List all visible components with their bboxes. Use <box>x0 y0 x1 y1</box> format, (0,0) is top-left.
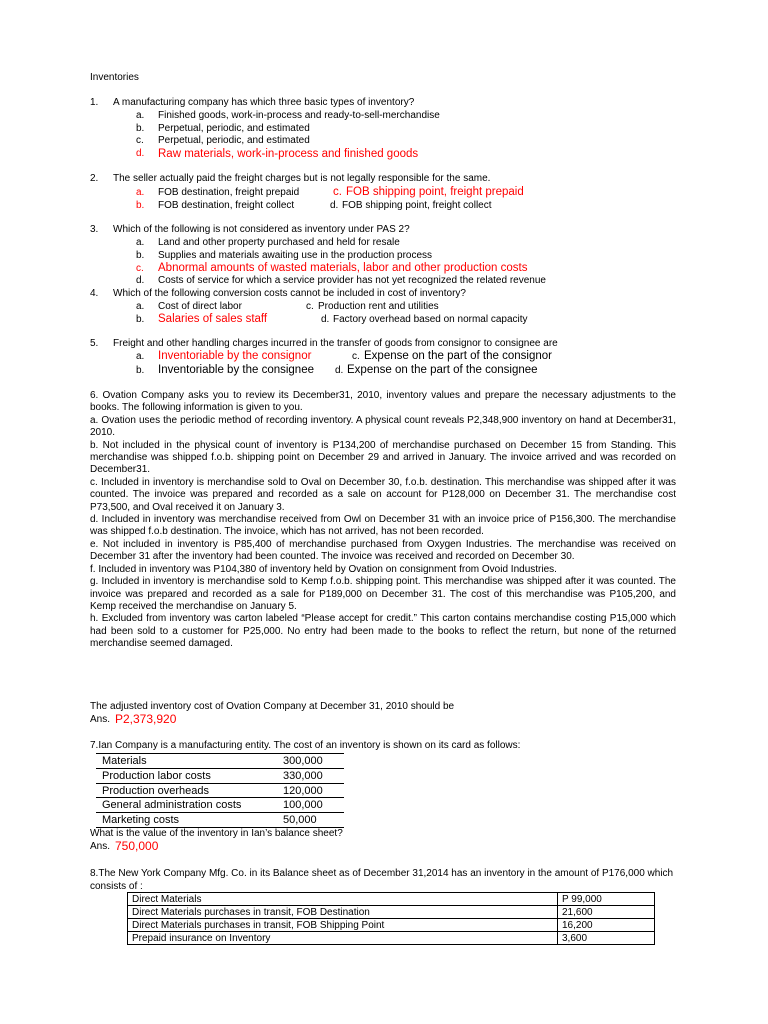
question-text: Freight and other handling charges incurred in the transfer of goods from consignor to consignee are <box>113 338 558 349</box>
amount-cell: 120,000 <box>283 784 323 797</box>
amount-cell: 100,000 <box>283 799 323 812</box>
table-row <box>96 753 344 768</box>
question-number: 3. <box>90 224 99 235</box>
option-letter-d: d. <box>321 314 330 325</box>
option-text-b: Perpetual, periodic, and estimated <box>158 123 310 134</box>
question-number: 1. <box>90 97 99 108</box>
cost-card-table <box>96 753 344 828</box>
item-cell: Marketing costs <box>102 814 180 827</box>
item-cell: Direct Materials <box>128 893 558 906</box>
option-text-d: Expense on the part of the consignee <box>347 364 538 376</box>
option-text-b: Inventoriable by the consignee <box>158 364 314 376</box>
option-letter-a: a. <box>136 237 145 248</box>
table-row <box>128 919 655 932</box>
option-letter-a: a. <box>136 110 145 121</box>
option-text-c: Expense on the part of the consignor <box>364 350 552 362</box>
table-row <box>96 783 344 798</box>
option-text-c: Production rent and utilities <box>318 301 439 312</box>
answer-option-a: Inventoriable by the consignor <box>158 350 312 362</box>
answer-value: P2,373,920 <box>115 712 177 726</box>
question-6-prompt: The adjusted inventory cost of Ovation Company at December 31, 2010 should be <box>90 701 455 712</box>
question-text: Which of the following conversion costs cannot be included in cost of inventory? <box>113 288 466 299</box>
item-cell: Materials <box>102 755 147 767</box>
option-text-c: Perpetual, periodic, and estimated <box>158 135 310 146</box>
item-cell: Prepaid insurance on Inventory <box>128 932 558 945</box>
question-number: 4. <box>90 288 99 299</box>
option-letter-d: d. <box>330 200 339 211</box>
amount-cell: 3,600 <box>558 932 655 945</box>
table-row <box>96 768 344 783</box>
item-cell: Direct Materials purchases in transit, FOB Destination <box>128 906 558 919</box>
table-row <box>96 812 344 828</box>
amount-cell: 300,000 <box>283 755 323 767</box>
amount-cell: P 99,000 <box>558 893 655 906</box>
question-text: The seller actually paid the freight charges but is not legally responsible for the same. <box>113 173 491 184</box>
option-letter-c: c. <box>136 135 144 146</box>
amount-cell: 16,200 <box>558 919 655 932</box>
answer-option-d: Raw materials, work-in-process and finished goods <box>158 148 419 160</box>
option-letter-b: b. <box>136 250 145 261</box>
option-letter-b: b. <box>136 365 145 376</box>
answer-label: Ans. <box>90 841 111 852</box>
question-text: 7.Ian Company is a manufacturing entity. The cost of an inventory is shown on its card as follows: <box>90 740 521 751</box>
question-text: Which of the following is not considered as inventory under PAS 2? <box>113 224 410 235</box>
option-letter-c: c. <box>352 351 360 362</box>
option-letter-a: a. <box>136 351 145 362</box>
option-letter-c: c. <box>306 301 314 312</box>
answer-option-c: FOB shipping point, freight prepaid <box>346 186 524 198</box>
option-letter-d: d. <box>335 365 344 376</box>
option-letter-b: b. <box>136 200 145 211</box>
option-letter-a: a. <box>136 301 145 312</box>
item-cell: Production overheads <box>102 784 210 797</box>
item-cell: Production labor costs <box>102 769 211 782</box>
case-item-d: d. Included in inventory was merchandise received from Owl on December 31 with an invoice price of P156,300. The merchandise was shipped f.o.b destination. The invoice, which has not arrived, has not been recorded. <box>90 514 676 538</box>
option-letter-d: d. <box>136 275 145 286</box>
answer-value: 750,000 <box>115 839 159 853</box>
option-text-a: FOB destination, freight prepaid <box>158 187 300 198</box>
option-letter-d: d. <box>136 148 145 159</box>
question-number: 5. <box>90 338 99 349</box>
option-text-a: Land and other property purchased and held for resale <box>158 237 400 248</box>
amount-cell: 50,000 <box>283 814 317 827</box>
option-text-d: Factory overhead based on normal capacity <box>333 314 528 325</box>
case-item-e: e. Not included in inventory is P85,400 of merchandise purchased from Oxygen Industries. The merchandise was received on December 31 after the inventory had been counted. The invoice was received and recorded on December 30. <box>90 538 676 563</box>
question-text: 8.The New York Company Mfg. Co. in its Balance sheet as of December 31,2014 has an inventory in the amount of P176,000 which consists of : <box>90 868 674 892</box>
item-cell: Direct Materials purchases in transit, FOB Shipping Point <box>128 919 558 932</box>
case-item-g: g. Included in inventory is merchandise sold to Kemp f.o.b. shipping point. This merchandise was shipped after it was counted. The invoice was prepared and recorded as a sale for P189,000 on December 31. The cost of this merchandise was P105,200, and Kemp received the merchandise on January 5. <box>90 576 676 612</box>
item-cell: General administration costs <box>102 799 242 812</box>
option-text-a: Finished goods, work-in-process and ready-to-sell-merchandise <box>158 110 440 121</box>
amount-cell: 21,600 <box>558 906 655 919</box>
answer-option-c: Abnormal amounts of wasted materials, labor and other production costs <box>158 262 528 274</box>
option-text-b: FOB destination, freight collect <box>158 200 295 211</box>
option-letter-b: b. <box>136 123 145 134</box>
option-text-d: Costs of service for which a service provider has not yet recognized the related revenue <box>158 275 546 286</box>
case-item-h: h. Excluded from inventory was carton labeled “Please accept for credit.” This carton contains merchandise costing P15,000 which had been sold to a customer for P25,000. No entry had been made to the books to reflect the return, but none of the returned merchandise seemed damaged. <box>90 613 676 650</box>
option-letter-c: c. <box>136 263 144 274</box>
option-text-a: Cost of direct labor <box>158 301 242 312</box>
question-text: A manufacturing company has which three basic types of inventory? <box>113 97 415 108</box>
table-row <box>128 906 655 919</box>
question-6-intro: 6. Ovation Company asks you to review its December31, 2010, inventory values and prepare the necessary adjustments to the books. The following information is given to you. <box>90 390 676 414</box>
page-title: Inventories <box>90 72 139 83</box>
option-letter-a: a. <box>136 187 145 198</box>
case-item-f: f. Included in inventory was P104,380 of inventory held by Ovation on consignment from Ovoid Industries. <box>90 563 557 575</box>
question-number: 2. <box>90 173 99 184</box>
table-row <box>128 932 655 945</box>
case-item-b: b. Not included in the physical count of inventory is P134,200 of merchandise purchased on December 15 from Standing. This merchandise was shipped f.o.b. shipping point on December 29 and arrived in January. The invoice arrived and was recorded on December31. <box>90 439 676 476</box>
inventory-composition-table <box>127 892 655 945</box>
case-item-a: a. Ovation uses the periodic method of recording inventory. A physical count reveals P2,348,900 inventory on hand at December31, 2010. <box>90 414 676 439</box>
option-letter-b: b. <box>136 314 145 325</box>
option-text-d: FOB shipping point, freight collect <box>342 200 492 211</box>
table-row <box>96 797 344 812</box>
option-letter-c: c. <box>333 186 342 198</box>
table-row <box>128 893 655 906</box>
question-6 <box>90 390 676 651</box>
option-text-b: Supplies and materials awaiting use in the production process <box>158 250 433 261</box>
case-item-c: c. Included in inventory is merchandise sold to Oval on December 30, f.o.b. destination. This merchandise was shipped after it was counted. The invoice was prepared and recorded as a sale on account for P128,000 on December 31. The merchandise cost P73,500, and Oval received it on January 3. <box>90 476 676 513</box>
question-7-prompt: What is the value of the inventory in Ian’s balance sheet? <box>90 828 343 839</box>
answer-label: Ans. <box>90 714 111 725</box>
answer-option-b: Salaries of sales staff <box>158 313 268 325</box>
amount-cell: 330,000 <box>283 769 323 782</box>
